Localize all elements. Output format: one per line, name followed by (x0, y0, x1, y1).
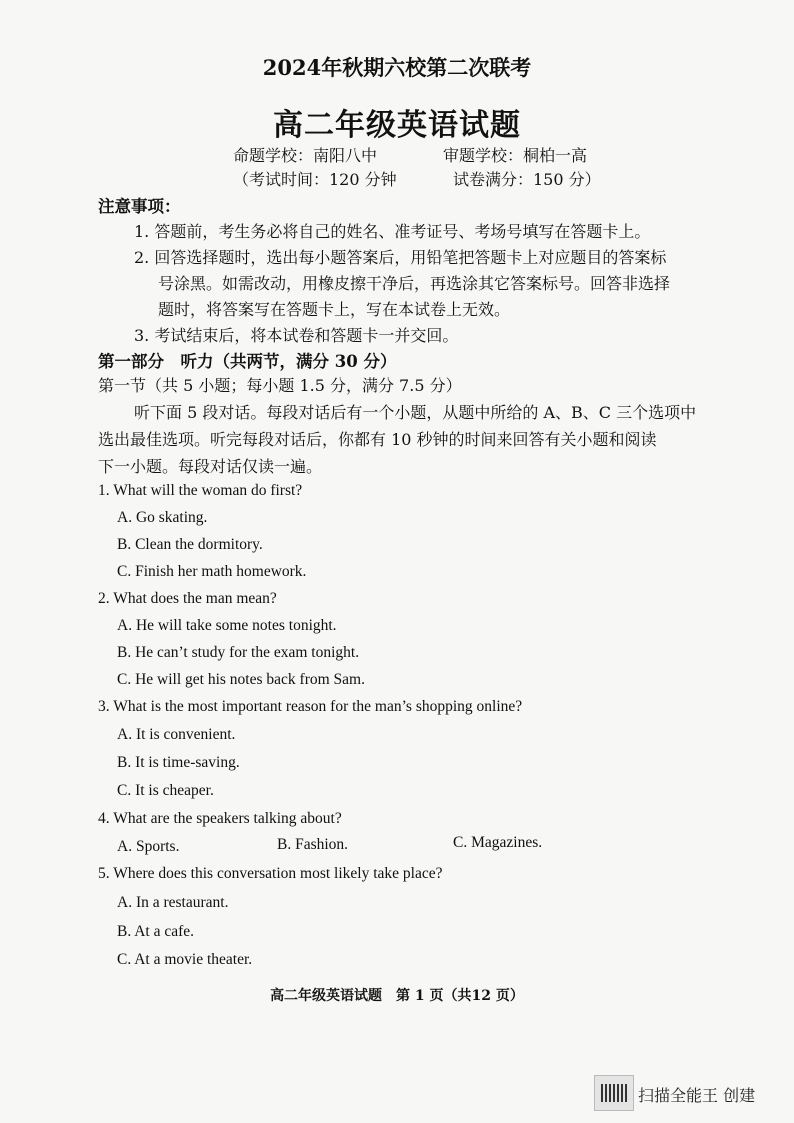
part1-heading: 第一部分 听力（共两节，满分 30 分） (98, 352, 397, 371)
notice-item: 号涂黑。如需改动，用橡皮擦干净后，再选涂其它答案标号。回答非选择 (158, 274, 671, 293)
camscanner-logo-icon (594, 1075, 634, 1111)
question: 1. What will the woman do first? (98, 482, 303, 499)
page-footer: 高二年级英语试题 第 1 页（共12 页） (270, 988, 524, 1004)
notice-heading: 注意事项： (98, 197, 181, 216)
full-score: 试卷满分：150 分） (453, 170, 601, 189)
option: C. At a movie theater. (117, 951, 253, 968)
instructions-line: 听下面 5 段对话。每段对话后有一个小题，从题中所给的 A、B、C 三个选项中 (134, 403, 697, 422)
question: 2. What does the man mean? (98, 590, 277, 607)
proposer-school: 命题学校：南阳八中 (233, 146, 378, 165)
notice-item: 1. 答题前，考生务必将自己的姓名、准考证号、考场号填写在答题卡上。 (134, 222, 651, 241)
option: B. It is time-saving. (117, 754, 240, 771)
page-title: 高二年级英语试题 (273, 108, 521, 143)
scanner-watermark (594, 1075, 769, 1111)
exam-duration: （考试时间：120 分钟 (233, 170, 397, 189)
option: A. It is convenient. (117, 726, 236, 743)
scanner-label: 扫描全能王 创建 (638, 1086, 756, 1105)
question: 4. What are the speakers talking about? (98, 810, 342, 827)
option: C. Magazines. (453, 834, 543, 851)
option: A. He will take some notes tonight. (117, 617, 337, 634)
exam-header: 2024年秋期六校第二次联考 (262, 55, 532, 80)
instructions-line: 选出最佳选项。听完每段对话后，你都有 10 秒钟的时间来回答有关小题和阅读 (98, 430, 657, 449)
notice-item: 3. 考试结束后，将本试卷和答题卡一并交回。 (134, 326, 459, 345)
option: B. Clean the dormitory. (117, 536, 263, 553)
question: 3. What is the most important reason for the man’s shopping online? (98, 698, 523, 715)
section1-heading: 第一节（共 5 小题；每小题 1.5 分，满分 7.5 分） (98, 376, 462, 395)
instructions-line: 下一小题。每段对话仅读一遍。 (98, 457, 323, 476)
option: C. Finish her math homework. (117, 563, 307, 580)
option: A. Sports. (117, 838, 180, 855)
option: B. Fashion. (277, 836, 349, 853)
option: A. In a restaurant. (117, 894, 229, 911)
notice-item: 2. 回答选择题时，选出每小题答案后，用铅笔把答题卡上对应题目的答案标 (134, 248, 667, 267)
option: C. He will get his notes back from Sam. (117, 671, 365, 688)
question: 5. Where does this conversation most likely take place? (98, 865, 443, 882)
option: C. It is cheaper. (117, 782, 214, 799)
option: B. He can’t study for the exam tonight. (117, 644, 360, 661)
option: A. Go skating. (117, 509, 208, 526)
reviewer-school: 审题学校：桐柏一高 (443, 146, 588, 165)
notice-item: 题时，将答案写在答题卡上，写在本试卷上无效。 (158, 300, 511, 319)
option: B. At a cafe. (117, 923, 195, 940)
